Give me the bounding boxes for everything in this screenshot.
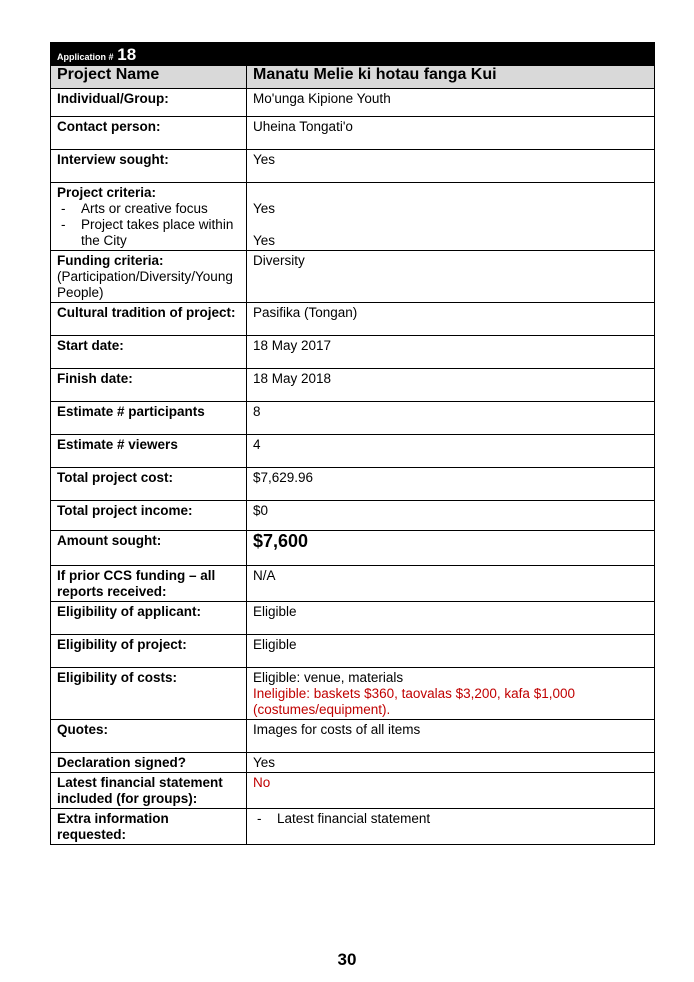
list-item: - Arts or creative focus xyxy=(57,201,240,217)
application-table xyxy=(50,42,655,845)
eligibility-project-row xyxy=(51,635,655,668)
contact-person-row xyxy=(51,117,655,150)
project-name-label: Project Name xyxy=(51,66,247,89)
start-date-label: Start date: xyxy=(51,336,247,369)
eligible-costs-text: Eligible: venue, materials xyxy=(253,670,404,685)
total-cost-row xyxy=(51,468,655,501)
total-income-row xyxy=(51,501,655,531)
interview-sought-value: Yes xyxy=(247,150,655,183)
eligibility-applicant-row xyxy=(51,602,655,635)
ineligible-costs-text: Ineligible: baskets $360, taovalas $3,200, kafa $1,000 (costumes/equipment). xyxy=(253,686,575,717)
declaration-row xyxy=(51,753,655,773)
funding-criteria-value: Diversity xyxy=(247,251,655,303)
eligibility-costs-row xyxy=(51,668,655,720)
start-date-row xyxy=(51,336,655,369)
extra-info-label: Extra information requested: xyxy=(51,809,247,845)
project-name-row xyxy=(51,66,655,89)
viewers-row xyxy=(51,435,655,468)
prior-funding-row xyxy=(51,566,655,602)
total-cost-value: $7,629.96 xyxy=(247,468,655,501)
total-income-value: $0 xyxy=(247,501,655,531)
interview-sought-row xyxy=(51,150,655,183)
viewers-value: 4 xyxy=(247,435,655,468)
amount-sought-row xyxy=(51,531,655,566)
project-criteria-values xyxy=(247,183,655,251)
viewers-label: Estimate # viewers xyxy=(51,435,247,468)
page-number: 30 xyxy=(337,950,357,969)
finish-date-label: Finish date: xyxy=(51,369,247,402)
cultural-tradition-label: Cultural tradition of project: xyxy=(51,303,247,336)
project-criteria-row xyxy=(51,183,655,251)
interview-sought-label: Interview sought: xyxy=(51,150,247,183)
prior-funding-value: N/A xyxy=(247,566,655,602)
quotes-value: Images for costs of all items xyxy=(247,720,655,753)
funding-criteria-sublabel: (Participation/Diversity/Young People) xyxy=(57,269,233,300)
participants-label: Estimate # participants xyxy=(51,402,247,435)
prior-funding-label: If prior CCS funding – all reports received: xyxy=(51,566,247,602)
amount-sought-value: $7,600 xyxy=(247,531,655,566)
extra-info-row xyxy=(51,809,655,845)
criteria-value-city: Yes xyxy=(253,233,276,248)
individual-group-row xyxy=(51,89,655,117)
individual-group-label: Individual/Group: xyxy=(51,89,247,117)
individual-group-value: Mo'unga Kipione Youth xyxy=(247,89,655,117)
funding-criteria-cell xyxy=(51,251,247,303)
project-criteria-cell xyxy=(51,183,247,251)
project-criteria-list xyxy=(57,201,240,249)
application-header-row xyxy=(51,43,655,66)
application-number-cell xyxy=(51,43,247,66)
contact-person-label: Contact person: xyxy=(51,117,247,150)
total-cost-label: Total project cost: xyxy=(51,468,247,501)
eligibility-costs-cell xyxy=(247,668,655,720)
total-income-label: Total project income: xyxy=(51,501,247,531)
participants-row xyxy=(51,402,655,435)
criteria-value-arts: Yes xyxy=(253,201,276,216)
amount-sought-label: Amount sought: xyxy=(51,531,247,566)
funding-criteria-label: Funding criteria: xyxy=(57,253,164,268)
eligibility-costs-label: Eligibility of costs: xyxy=(51,668,247,720)
list-item: - Project takes place within the City xyxy=(57,217,240,249)
funding-criteria-row xyxy=(51,251,655,303)
eligibility-applicant-value: Eligible xyxy=(247,602,655,635)
cultural-tradition-row xyxy=(51,303,655,336)
project-criteria-label: Project criteria: xyxy=(57,185,157,200)
finish-date-row xyxy=(51,369,655,402)
finish-date-value: 18 May 2018 xyxy=(247,369,655,402)
quotes-row xyxy=(51,720,655,753)
cultural-tradition-value: Pasifika (Tongan) xyxy=(247,303,655,336)
financial-statement-label: Latest financial statement included (for groups): xyxy=(51,773,247,809)
eligibility-applicant-label: Eligibility of applicant: xyxy=(51,602,247,635)
eligibility-project-label: Eligibility of project: xyxy=(51,635,247,668)
participants-value: 8 xyxy=(247,402,655,435)
eligibility-project-value: Eligible xyxy=(247,635,655,668)
list-item: - Latest financial statement xyxy=(253,811,648,827)
contact-person-value: Uheina Tongati'o xyxy=(247,117,655,150)
declaration-label: Declaration signed? xyxy=(51,753,247,773)
application-number: 18 xyxy=(117,45,137,64)
quotes-label: Quotes: xyxy=(51,720,247,753)
financial-statement-row xyxy=(51,773,655,809)
project-name-value: Manatu Melie ki hotau fanga Kui xyxy=(247,66,655,89)
declaration-value: Yes xyxy=(247,753,655,773)
financial-statement-value: No xyxy=(247,773,655,809)
extra-info-cell xyxy=(247,809,655,845)
start-date-value: 18 May 2017 xyxy=(247,336,655,369)
application-label: Application # xyxy=(57,52,114,62)
